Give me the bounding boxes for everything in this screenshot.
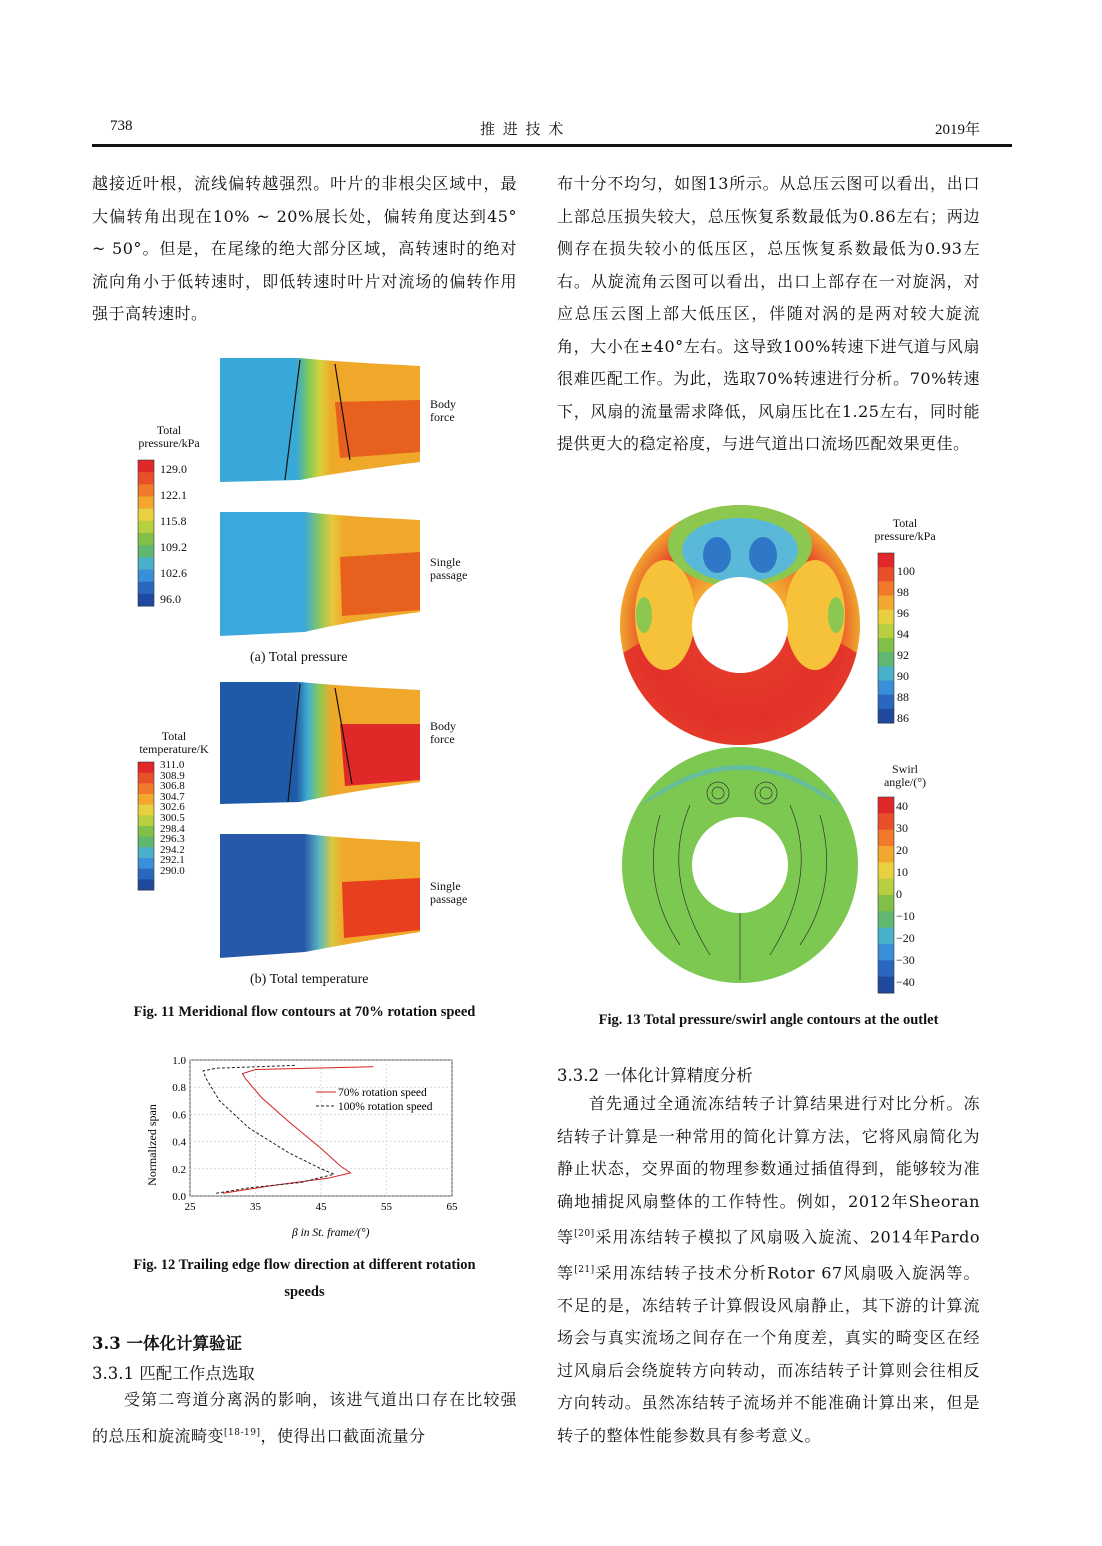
- section-title: 3.3 一体化计算验证: [92, 1334, 242, 1353]
- colorbar-swatch: [138, 794, 154, 805]
- outlet-swirl-angle-contour: [622, 747, 858, 983]
- y-tick-label: 0.6: [172, 1109, 186, 1122]
- legend-title-line: temperature/K: [139, 742, 209, 756]
- legend-title-line: angle/(°): [883, 775, 927, 789]
- single-passage-label-b: [430, 880, 467, 906]
- y-tick-label: 1.0: [172, 1055, 186, 1067]
- fig11-sub-a: (a) Total pressure: [250, 650, 348, 665]
- colorbar-swatch: [878, 610, 894, 625]
- legend-tick: 300.5: [160, 811, 185, 824]
- colorbar-swatch: [138, 545, 154, 558]
- colorbar-swatch: [138, 773, 154, 784]
- paragraph: [92, 1384, 517, 1452]
- text-run: 采用冻结转子技术分析Rotor 67风扇吸入旋涡等。不足的是，冻结转子计算假设风扇静止，其下游的计算流场会与真实流场之间存在一个角度差，真实的畸变区在经过风扇后会绕旋转方向转动，而冻结转子计算则会往相反方向转动。虽然冻结转子流场并不能准确计算出来，但是转子的整体性能参数具有参考意义。: [557, 1263, 980, 1445]
- legend-tick: 129.0: [160, 462, 187, 476]
- colorbar-swatch: [138, 533, 154, 546]
- colorbar-swatch: [878, 695, 894, 710]
- colorbar-swatch: [138, 472, 154, 485]
- outlet-swirl-legend-ticks: [896, 795, 915, 993]
- label-line: passage: [430, 892, 468, 906]
- y-tick-label: 0.2: [172, 1163, 186, 1176]
- colorbar-swatch: [878, 977, 894, 994]
- outlet-swirl-legend-title: [870, 763, 940, 789]
- legend-tick: 96: [897, 606, 909, 620]
- label-line: force: [430, 732, 455, 746]
- x-tick-label: 35: [250, 1201, 261, 1213]
- fig12-caption: [92, 1252, 517, 1306]
- colorbar-swatch: [138, 521, 154, 534]
- subsection-title: 3.3.2 一体化计算精度分析: [557, 1066, 753, 1085]
- legend-label-70: 70% rotation speed: [338, 1087, 427, 1099]
- colorbar-swatch: [138, 497, 154, 510]
- x-tick-label: 65: [446, 1201, 458, 1213]
- legend-tick: 86: [897, 711, 909, 725]
- colorbar-swatch: [878, 797, 894, 814]
- legend-tick: 294.2: [160, 843, 185, 856]
- colorbar-swatch: [878, 846, 894, 863]
- colorbar-swatch: [878, 813, 894, 830]
- legend-title-line: Total: [161, 729, 187, 743]
- legend-label-100: 100% rotation speed: [338, 1101, 433, 1113]
- colorbar-swatch: [138, 858, 154, 869]
- left-column-top: [92, 168, 517, 331]
- body-force-label-b: [430, 720, 456, 746]
- legend-tick: 290.0: [160, 864, 185, 877]
- outlet-swirl-colorbar: [878, 797, 894, 994]
- colorbar-swatch: [878, 652, 894, 667]
- colorbar-swatch: [878, 944, 894, 961]
- colorbar-swatch: [138, 484, 154, 497]
- citation: [18-19]: [224, 1427, 261, 1438]
- text-run: 受第二弯道分离涡的影响，该进气道出口存在比较强的总压和旋流畸变: [92, 1390, 517, 1445]
- y-tick-label: 0.4: [172, 1136, 186, 1149]
- legend-tick: 292.1: [160, 854, 185, 867]
- colorbar-swatch: [138, 557, 154, 570]
- y-tick-label: 0.0: [172, 1191, 186, 1203]
- legend-tick: 308.9: [160, 769, 185, 782]
- colorbar-swatch: [878, 581, 894, 596]
- fig13-caption: Fig. 13 Total pressure/swirl angle contours at the outlet: [598, 1012, 939, 1028]
- outlet-pressure-legend-ticks: [897, 561, 915, 729]
- text-run: 采用冻结转子模拟了风扇吸入旋流、2014年Pardo等: [557, 1227, 980, 1283]
- outlet-pressure-legend-title: [870, 517, 940, 543]
- pressure-colorbar: [138, 460, 154, 607]
- label-line: Single: [430, 555, 461, 569]
- pressure-single-passage-contour: [220, 512, 420, 636]
- legend-title-line: Total: [892, 516, 918, 530]
- temperature-legend-ticks: [160, 760, 185, 877]
- legend-tick: 122.1: [160, 488, 187, 502]
- pressure-body-force-contour: [220, 358, 420, 482]
- body-force-label-a: [430, 398, 456, 424]
- legend-tick: 30: [896, 821, 908, 835]
- legend-tick: 40: [896, 799, 908, 813]
- header-rule: [92, 144, 1012, 147]
- label-line: Single: [430, 879, 461, 893]
- colorbar-swatch: [138, 879, 154, 890]
- single-passage-label-a: [430, 556, 467, 582]
- legend-tick: 298.4: [160, 822, 185, 835]
- colorbar-swatch: [138, 762, 154, 773]
- chart-grid: [190, 1060, 452, 1196]
- left-column-bottom: [92, 1384, 517, 1452]
- colorbar-swatch: [138, 837, 154, 848]
- chart-legend: [316, 1087, 433, 1113]
- fig11-caption: Fig. 11 Meridional flow contours at 70% rotation speed: [133, 1004, 476, 1020]
- legend-tick: 311.0: [160, 759, 185, 771]
- colorbar-swatch: [138, 594, 154, 607]
- colorbar-swatch: [138, 570, 154, 583]
- legend-tick: 20: [896, 843, 908, 857]
- series-line-100: [203, 1065, 334, 1193]
- colorbar-swatch: [878, 911, 894, 928]
- legend-tick: 96.0: [160, 592, 181, 606]
- legend-tick: 102.6: [160, 566, 187, 580]
- x-tick-label: 25: [184, 1201, 196, 1213]
- x-tick-label: 45: [315, 1201, 327, 1213]
- colorbar-swatch: [138, 582, 154, 595]
- label-line: passage: [430, 568, 468, 582]
- legend-tick: −40: [896, 975, 915, 989]
- figure-12: [140, 1050, 470, 1242]
- page-number: 738: [110, 118, 133, 134]
- series-line-70: [223, 1067, 374, 1194]
- x-axis-label: β in St. frame/(°): [292, 1227, 370, 1239]
- figure-13-graphic: [620, 505, 940, 995]
- colorbar-swatch: [878, 879, 894, 896]
- legend-tick: 10: [896, 865, 908, 879]
- colorbar-swatch: [878, 895, 894, 912]
- legend-tick: 94: [897, 627, 909, 641]
- legend-tick: 90: [897, 669, 909, 683]
- temperature-colorbar: [138, 762, 154, 891]
- colorbar-swatch: [878, 960, 894, 977]
- colorbar-swatch: [878, 928, 894, 945]
- legend-tick: 115.8: [160, 514, 187, 528]
- colorbar-swatch: [138, 869, 154, 880]
- subsection-title: 3.3.1 匹配工作点选取: [92, 1364, 255, 1383]
- legend-tick: 306.8: [160, 780, 185, 793]
- colorbar-swatch: [878, 638, 894, 653]
- legend-tick: 109.2: [160, 540, 187, 554]
- legend-title-line: Swirl: [891, 762, 918, 776]
- colorbar-swatch: [878, 666, 894, 681]
- fig11-sub-b: (b) Total temperature: [250, 972, 369, 987]
- colorbar-swatch: [878, 596, 894, 611]
- label-line: Body: [430, 719, 457, 733]
- figure-11: [130, 352, 490, 992]
- journal-title: 推 进 技 术: [480, 122, 566, 138]
- colorbar-swatch: [138, 815, 154, 826]
- outlet-pressure-colorbar: [878, 553, 894, 724]
- colorbar-swatch: [878, 862, 894, 879]
- text-run: 首先通过全通流冻结转子计算结果进行对比分析。冻结转子计算是一种常用的简化计算方法，它将风扇简化为静止状态，交界面的物理参数通过插值得到，能够较为准确地捕捉风扇整体的工作特性。例如，2012年Sheoran等: [557, 1094, 980, 1247]
- colorbar-swatch: [878, 567, 894, 582]
- temperature-single-passage-contour: [220, 834, 420, 958]
- paragraph: 越接近叶根，流线偏转越强烈。叶片的非根尖区域中，最大偏转角出现在10% ~ 20%展长处，偏转角度达到45° ~ 50°。但是，在尾缘的绝大部分区域，高转速时的绝对流向角小于低转速时，即低转速时叶片对流场的偏转作用强于高转速时。: [92, 174, 517, 323]
- legend-tick: −30: [896, 953, 915, 967]
- legend-tick: −10: [896, 909, 915, 923]
- colorbar-swatch: [138, 509, 154, 522]
- chart-series: [203, 1065, 373, 1193]
- colorbar-swatch: [878, 553, 894, 568]
- legend-title-line: pressure/kPa: [138, 436, 200, 450]
- legend-tick: 88: [897, 690, 909, 704]
- colorbar-swatch: [878, 624, 894, 639]
- legend-title-line: pressure/kPa: [874, 529, 936, 543]
- figure-12-chart: [140, 1050, 470, 1242]
- legend-tick: 98: [897, 585, 909, 599]
- legend-tick: 304.7: [160, 790, 185, 803]
- legend-title-line: Total: [156, 423, 182, 437]
- colorbar-swatch: [138, 783, 154, 794]
- legend-tick: 100: [897, 564, 915, 578]
- citation: [21]: [574, 1264, 595, 1275]
- citation: [20]: [574, 1229, 595, 1239]
- colorbar-swatch: [138, 460, 154, 473]
- chart-ticks: [172, 1055, 458, 1213]
- legend-tick: 0: [896, 887, 902, 901]
- right-column-top: [557, 168, 980, 461]
- temperature-body-force-contour: [220, 682, 420, 804]
- header-year: 2019年: [935, 122, 981, 138]
- right-column-bottom: [557, 1088, 980, 1452]
- colorbar-swatch: [138, 805, 154, 816]
- outlet-total-pressure-contour: [620, 505, 860, 745]
- colorbar-swatch: [878, 681, 894, 696]
- paragraph: [557, 1088, 980, 1452]
- temperature-legend-title: [130, 730, 218, 756]
- legend-tick: 302.6: [160, 801, 185, 814]
- legend-tick: −20: [896, 931, 915, 945]
- legend-tick: 92: [897, 648, 909, 662]
- text-run: ，使得出口截面流量分: [260, 1425, 426, 1445]
- legend-tick: 296.3: [160, 833, 185, 846]
- pressure-legend-title: [130, 424, 208, 450]
- y-tick-label: 0.8: [172, 1082, 186, 1095]
- caption-line: Fig. 12 Trailing edge flow direction at different rotation: [133, 1257, 476, 1273]
- label-line: force: [430, 410, 455, 424]
- pressure-legend-ticks: [160, 456, 187, 612]
- paragraph: 布十分不均匀，如图13所示。从总压云图可以看出，出口上部总压损失较大，总压恢复系数最低为0.86左右；两边侧存在损失较小的低压区，总压恢复系数最低为0.93左右。从旋流角云图可以看出，出口上部存在一对旋涡，对应总压云图上部大低压区，伴随对涡的是两对较大旋流角，大小在±40°左右。这导致100%转速下进气道与风扇很难匹配工作。为此，选取70%转速进行分析。70%转速下，风扇的流量需求降低，风扇压比在1.25左右，同时能提供更大的稳定裕度，与进气道出口流场匹配效果更佳。: [557, 174, 980, 453]
- colorbar-swatch: [878, 830, 894, 847]
- x-tick-label: 55: [381, 1201, 392, 1213]
- figure-13: [620, 505, 940, 995]
- label-line: Body: [430, 397, 457, 411]
- colorbar-swatch: [138, 847, 154, 858]
- colorbar-swatch: [138, 826, 154, 837]
- y-axis-label: Normalized span: [145, 1104, 159, 1186]
- caption-line: speeds: [284, 1284, 325, 1300]
- colorbar-swatch: [878, 709, 894, 724]
